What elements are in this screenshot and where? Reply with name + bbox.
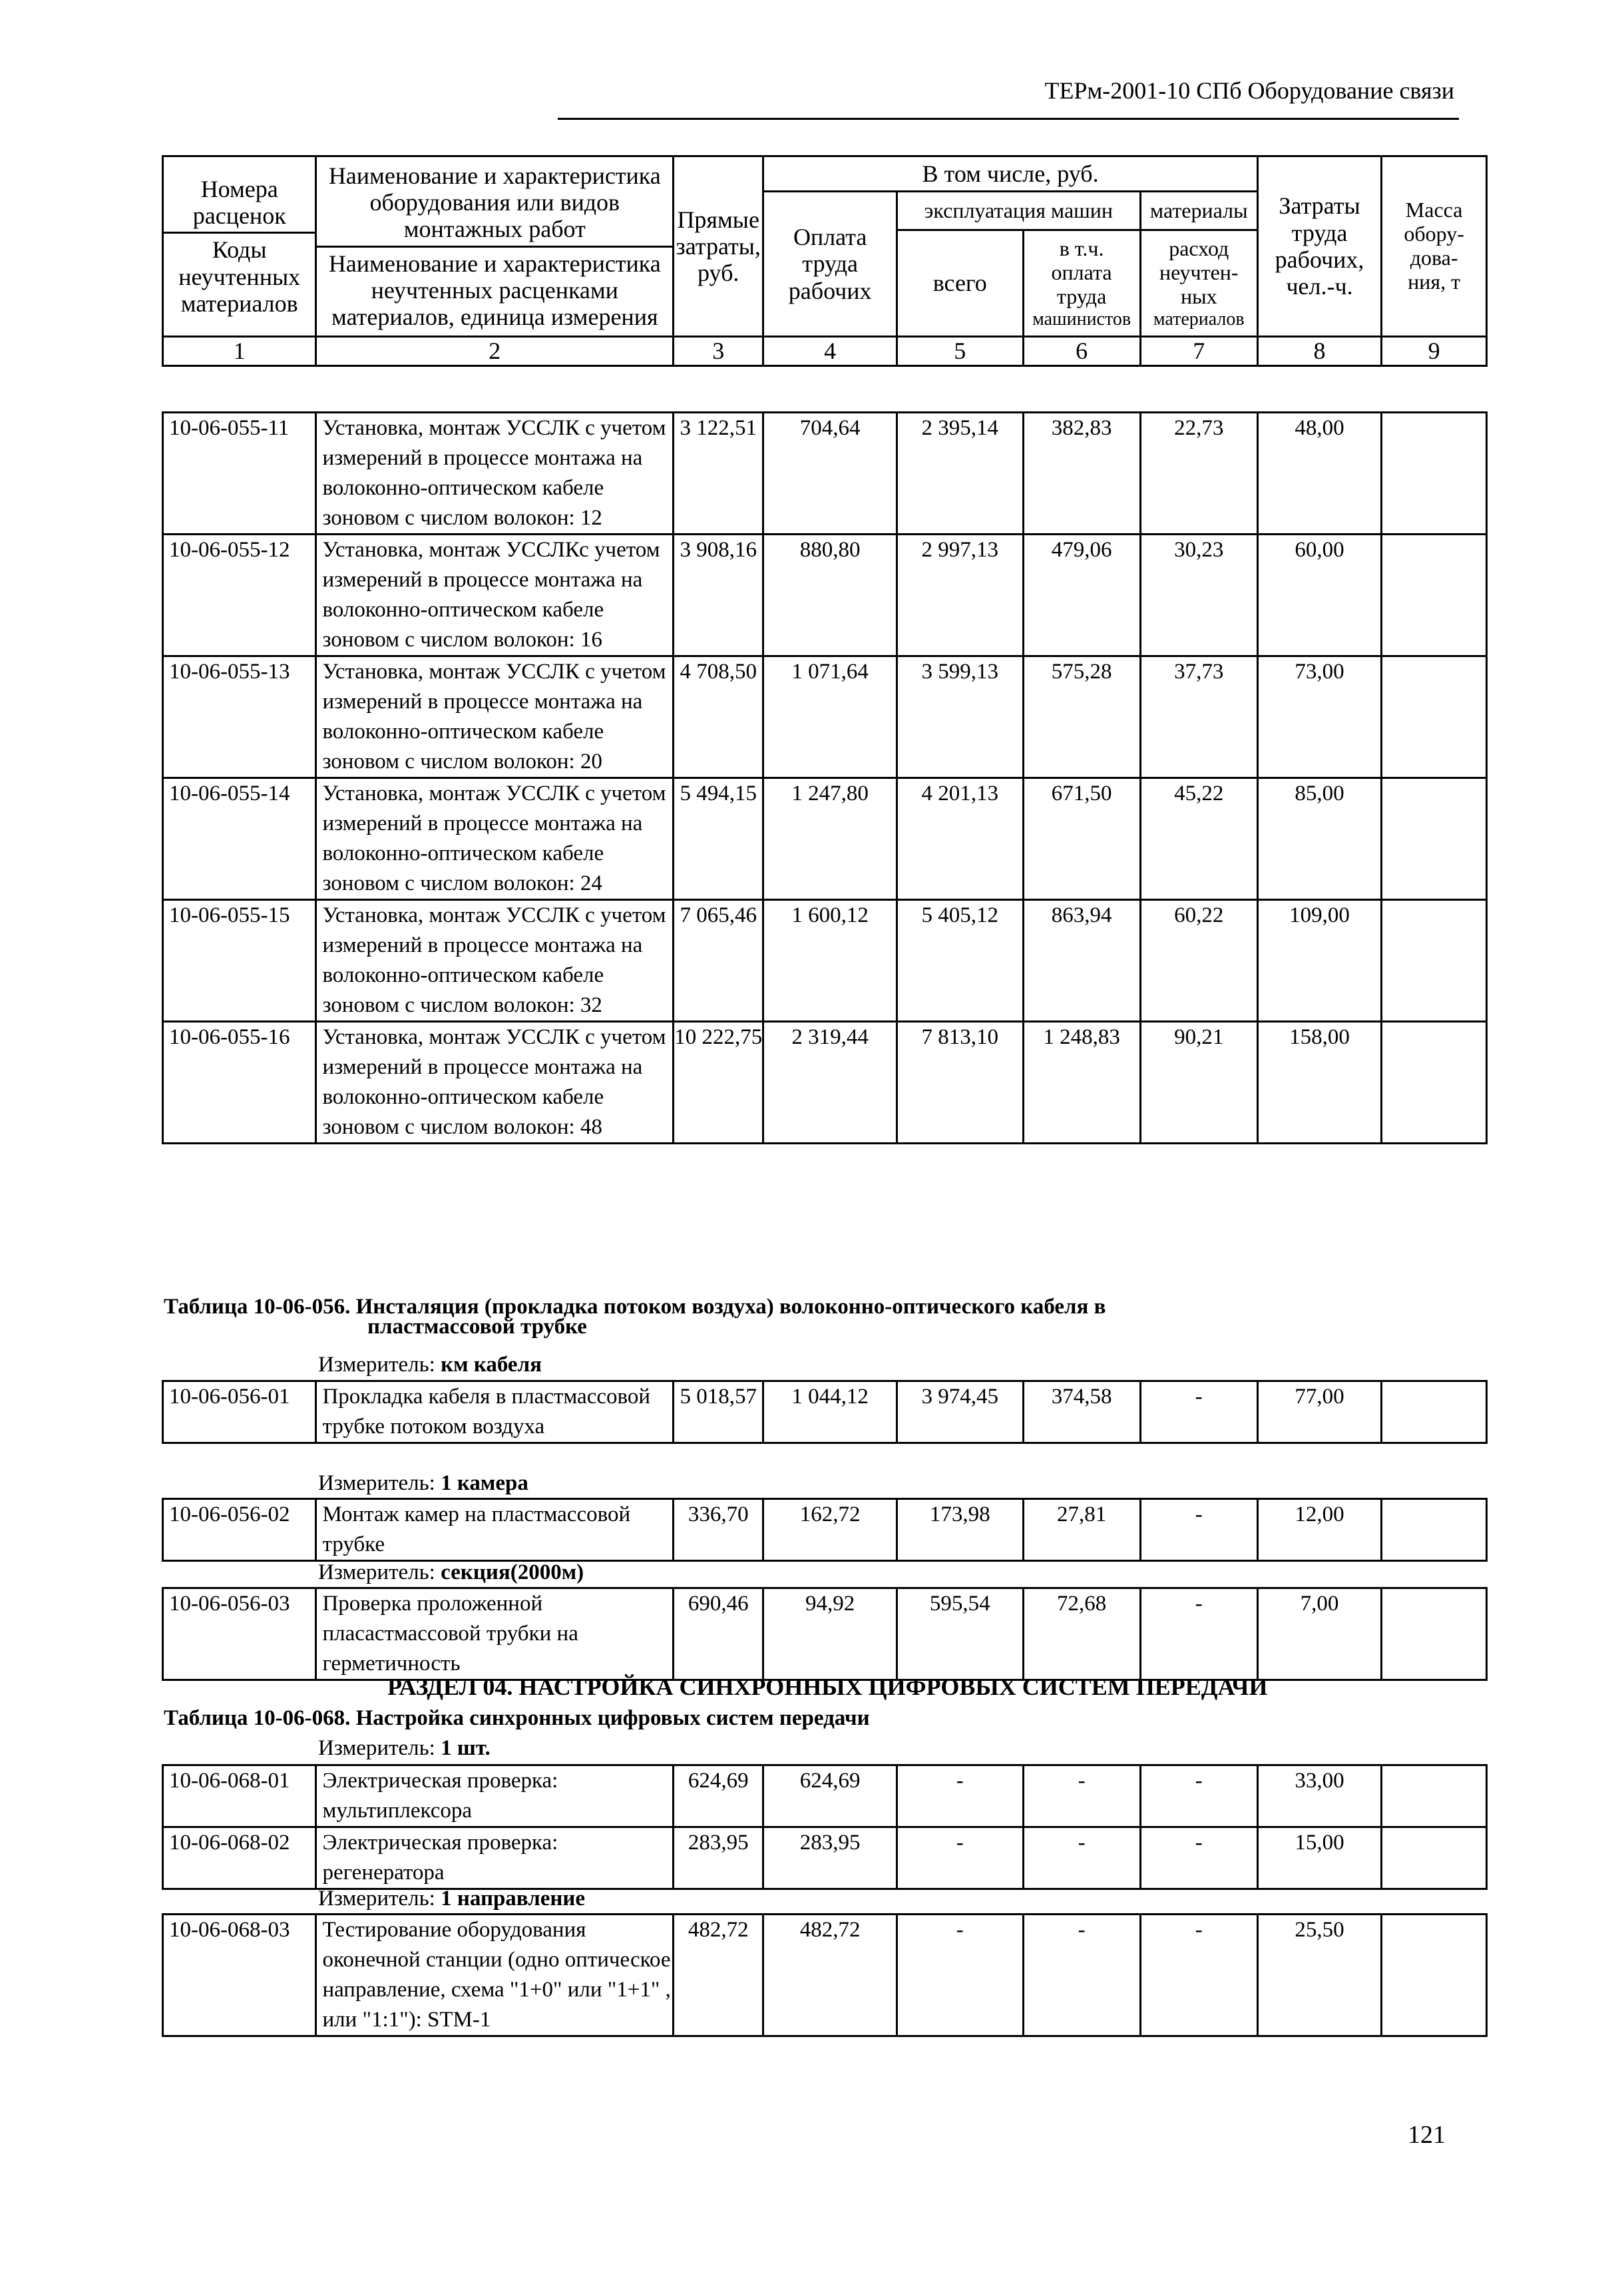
- header-rule: [558, 118, 1459, 120]
- operators-cost: 671,50: [1023, 778, 1140, 900]
- col-labor-header: Оплата труда рабочих: [763, 192, 897, 337]
- direct-cost: 3 908,16: [674, 535, 763, 656]
- direct-cost: 3 122,51: [674, 413, 763, 535]
- table-row: [163, 656, 1487, 778]
- direct-cost: 10 222,75: [674, 1022, 763, 1144]
- labor-hours: 33,00: [1257, 1765, 1381, 1827]
- labor-hours: 73,00: [1257, 656, 1381, 778]
- table-row: [163, 1765, 1487, 1827]
- labor-cost: 1 600,12: [763, 900, 897, 1022]
- materials-cost: 90,21: [1140, 1022, 1257, 1144]
- labor-cost: 1 247,80: [763, 778, 897, 900]
- rates-table-056-03: [162, 1587, 1488, 1681]
- labor-hours: 60,00: [1257, 535, 1381, 656]
- labor-cost: 2 319,44: [763, 1022, 897, 1144]
- rate-code: 10-06-055-14: [163, 778, 316, 900]
- col-number: 7: [1140, 337, 1257, 366]
- materials-cost: 60,22: [1140, 900, 1257, 1022]
- equipment-mass: [1382, 1765, 1487, 1827]
- machines-cost: 5 405,12: [897, 900, 1023, 1022]
- equipment-mass: [1382, 900, 1487, 1022]
- labor-cost: 704,64: [763, 413, 897, 535]
- operators-cost: -: [1023, 1765, 1140, 1827]
- page-number: 121: [1408, 2121, 1446, 2149]
- rate-code: 10-06-055-11: [163, 413, 316, 535]
- equipment-mass: [1382, 1381, 1487, 1443]
- labor-hours: 15,00: [1257, 1827, 1381, 1889]
- operators-cost: 374,58: [1023, 1381, 1140, 1443]
- direct-cost: 5 018,57: [674, 1381, 763, 1443]
- materials-cost: -: [1140, 1381, 1257, 1443]
- col-number: 8: [1257, 337, 1381, 366]
- rates-055-body: [163, 413, 1487, 1144]
- rate-code: 10-06-055-13: [163, 656, 316, 778]
- labor-hours: 12,00: [1257, 1499, 1381, 1561]
- equipment-mass: [1382, 535, 1487, 656]
- materials-cost: 30,23: [1140, 535, 1257, 656]
- labor-hours: 48,00: [1257, 413, 1381, 535]
- machines-cost: 3 599,13: [897, 656, 1023, 778]
- col-number: 5: [897, 337, 1023, 366]
- rate-name: Установка, монтаж УССЛК с учетом измерений в процессе монтажа на волоконно-оптическом кабеле зоновом с числом волокон: 12: [316, 413, 674, 535]
- materials-cost: -: [1140, 1827, 1257, 1889]
- direct-cost: 482,72: [674, 1915, 763, 2036]
- operators-cost: 479,06: [1023, 535, 1140, 656]
- operators-cost: -: [1023, 1827, 1140, 1889]
- rate-code: 10-06-068-03: [163, 1915, 316, 2036]
- rate-code: 10-06-056-03: [163, 1588, 316, 1680]
- table-row: [163, 778, 1487, 900]
- labor-cost: 1 044,12: [763, 1381, 897, 1443]
- rate-code: 10-06-068-02: [163, 1827, 316, 1889]
- machines-cost: 173,98: [897, 1499, 1023, 1561]
- direct-cost: 7 065,46: [674, 900, 763, 1022]
- equipment-mass: [1382, 1915, 1487, 2036]
- rate-code: 10-06-055-12: [163, 535, 316, 656]
- measure-unit-056-01: Измеритель: км кабеля: [318, 1353, 542, 1377]
- direct-cost: 4 708,50: [674, 656, 763, 778]
- materials-cost: 37,73: [1140, 656, 1257, 778]
- rates-table-056-02: [162, 1498, 1488, 1562]
- col-machines-total-header: всего: [897, 230, 1023, 337]
- table-row: [163, 1499, 1487, 1561]
- rate-name: Электрическая проверка: регенератора: [316, 1827, 674, 1889]
- table-row: [163, 1022, 1487, 1144]
- col-machines-header: эксплуатация машин: [897, 192, 1141, 230]
- machines-cost: 2 997,13: [897, 535, 1023, 656]
- labor-cost: 94,92: [763, 1588, 897, 1680]
- rates-table-068-03: [162, 1913, 1488, 2037]
- equipment-mass: [1382, 656, 1487, 778]
- rate-code: 10-06-056-02: [163, 1499, 316, 1561]
- col-code-header: Номера расценок Коды неучтенных материалов: [163, 156, 316, 337]
- rate-name: Установка, монтаж УССЛК с учетом измерений в процессе монтажа на волоконно-оптическом кабеле зоновом с числом волокон: 48: [316, 1022, 674, 1144]
- table-row: [163, 535, 1487, 656]
- col-number: 1: [163, 337, 316, 366]
- labor-cost: 880,80: [763, 535, 897, 656]
- rates-table-068-01: [162, 1764, 1488, 1890]
- col-number: 2: [316, 337, 674, 366]
- operators-cost: 382,83: [1023, 413, 1140, 535]
- machines-cost: -: [897, 1827, 1023, 1889]
- operators-cost: 27,81: [1023, 1499, 1140, 1561]
- labor-hours: 77,00: [1257, 1381, 1381, 1443]
- materials-cost: -: [1140, 1915, 1257, 2036]
- table-caption-068: Таблица 10-06-068. Настройка синхронных цифровых систем передачи: [164, 1706, 870, 1730]
- labor-hours: 25,50: [1257, 1915, 1381, 2036]
- labor-cost: 1 071,64: [763, 656, 897, 778]
- labor-cost: 482,72: [763, 1915, 897, 2036]
- rate-name: Установка, монтаж УССЛК с учетом измерений в процессе монтажа на волоконно-оптическом кабеле зоновом с числом волокон: 32: [316, 900, 674, 1022]
- col-number: 3: [674, 337, 763, 366]
- rate-name: Прокладка кабеля в пластмассовой трубке потоком воздуха: [316, 1381, 674, 1443]
- table-row: [163, 1381, 1487, 1443]
- machines-cost: 2 395,14: [897, 413, 1023, 535]
- rate-code: 10-06-055-16: [163, 1022, 316, 1144]
- machines-cost: -: [897, 1765, 1023, 1827]
- rate-name: Монтаж камер на пластмассовой трубке: [316, 1499, 674, 1561]
- machines-cost: -: [897, 1915, 1023, 2036]
- measure-unit-068-03: Измеритель: 1 направление: [318, 1887, 586, 1911]
- running-header: ТЕРм-2001-10 СПб Оборудование связи: [1044, 77, 1454, 104]
- col-mass-header: Масса обору- дова- ния, т: [1382, 156, 1487, 337]
- labor-cost: 283,95: [763, 1827, 897, 1889]
- operators-cost: -: [1023, 1915, 1140, 2036]
- machines-cost: 4 201,13: [897, 778, 1023, 900]
- rate-name: Установка, монтаж УССЛКс учетом измерений в процессе монтажа на волоконно-оптическом кабеле зоновом с числом волокон: 16: [316, 535, 674, 656]
- table-row: [163, 900, 1487, 1022]
- equipment-mass: [1382, 1499, 1487, 1561]
- rate-name: Установка, монтаж УССЛК с учетом измерений в процессе монтажа на волоконно-оптическом кабеле зоновом с числом волокон: 24: [316, 778, 674, 900]
- labor-cost: 624,69: [763, 1765, 897, 1827]
- labor-hours: 7,00: [1257, 1588, 1381, 1680]
- direct-cost: 283,95: [674, 1827, 763, 1889]
- rate-name: Установка, монтаж УССЛК с учетом измерений в процессе монтажа на волоконно-оптическом кабеле зоновом с числом волокон: 20: [316, 656, 674, 778]
- table-row: [163, 1588, 1487, 1680]
- materials-cost: -: [1140, 1588, 1257, 1680]
- direct-cost: 5 494,15: [674, 778, 763, 900]
- rates-table-055: [162, 411, 1488, 1144]
- rate-name: Проверка проложенной пласастмассовой трубки на герметичность: [316, 1588, 674, 1680]
- col-number: 9: [1382, 337, 1487, 366]
- rates-068-body: [163, 1765, 1487, 1889]
- materials-cost: 22,73: [1140, 413, 1257, 535]
- labor-cost: 162,72: [763, 1499, 897, 1561]
- rate-name: Электрическая проверка: мультиплексора: [316, 1765, 674, 1827]
- equipment-mass: [1382, 1827, 1487, 1889]
- equipment-mass: [1382, 1588, 1487, 1680]
- materials-cost: -: [1140, 1499, 1257, 1561]
- labor-hours: 158,00: [1257, 1022, 1381, 1144]
- rate-code: 10-06-055-15: [163, 900, 316, 1022]
- col-name-header: Наименование и характеристика оборудования или видов монтажных работ Наименование и характеристика неучтенных расценками материалов, единица измерения: [316, 156, 674, 337]
- col-direct-header: Прямые затраты, руб.: [674, 156, 763, 337]
- equipment-mass: [1382, 778, 1487, 900]
- operators-cost: 575,28: [1023, 656, 1140, 778]
- operators-cost: 72,68: [1023, 1588, 1140, 1680]
- equipment-mass: [1382, 413, 1487, 535]
- labor-hours: 109,00: [1257, 900, 1381, 1022]
- col-including-header: В том числе, руб.: [763, 156, 1258, 192]
- direct-cost: 624,69: [674, 1765, 763, 1827]
- rate-code: 10-06-068-01: [163, 1765, 316, 1827]
- operators-cost: 863,94: [1023, 900, 1140, 1022]
- table-caption-056: Таблица 10-06-056. Инсталяция (прокладка потоком воздуха) волоконно-оптического кабеля в пластмассовой трубке: [164, 1295, 1106, 1339]
- equipment-mass: [1382, 1022, 1487, 1144]
- col-number: 6: [1023, 337, 1140, 366]
- machines-cost: 3 974,45: [897, 1381, 1023, 1443]
- direct-cost: 690,46: [674, 1588, 763, 1680]
- measure-unit-056-03: Измеритель: секция(2000м): [318, 1560, 584, 1584]
- section-title: РАЗДЕЛ 04. НАСТРОЙКА СИНХРОННЫХ ЦИФРОВЫХ СИСТЕМ ПЕРЕДАЧИ: [387, 1674, 1268, 1700]
- col-number: 4: [763, 337, 897, 366]
- operators-cost: 1 248,83: [1023, 1022, 1140, 1144]
- column-header-table: [162, 155, 1488, 367]
- measure-unit-068-01: Измеритель: 1 шт.: [318, 1736, 491, 1760]
- measure-unit-056-02: Измеритель: 1 камера: [318, 1471, 528, 1495]
- col-workers-header: Затраты труда рабочих, чел.-ч.: [1257, 156, 1381, 337]
- machines-cost: 595,54: [897, 1588, 1023, 1680]
- col-materials-header: материалы: [1140, 192, 1257, 230]
- table-row: [163, 413, 1487, 535]
- labor-hours: 85,00: [1257, 778, 1381, 900]
- col-operators-header: в т.ч. оплата труда машинистов: [1023, 230, 1140, 337]
- col-materials-sub-header: расход неучтен- ных материалов: [1140, 230, 1257, 337]
- materials-cost: -: [1140, 1765, 1257, 1827]
- direct-cost: 336,70: [674, 1499, 763, 1561]
- table-row: [163, 1827, 1487, 1889]
- machines-cost: 7 813,10: [897, 1022, 1023, 1144]
- materials-cost: 45,22: [1140, 778, 1257, 900]
- rate-name: Тестирование оборудования оконечной станции (одно оптическое направление, схема "1+0" или "1+1" , или "1:1"): STM-1: [316, 1915, 674, 2036]
- rates-table-056-01: [162, 1380, 1488, 1444]
- table-row: [163, 1915, 1487, 2036]
- rate-code: 10-06-056-01: [163, 1381, 316, 1443]
